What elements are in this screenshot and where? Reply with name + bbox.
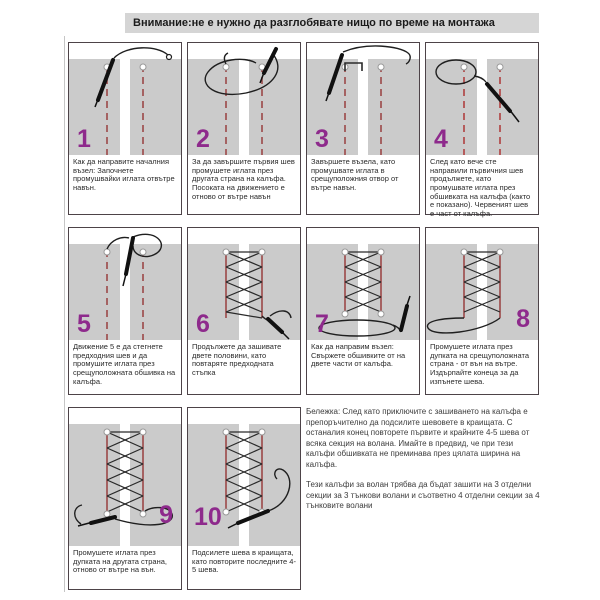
step-panel-7 [306, 227, 420, 395]
step-5-number: 5 [77, 310, 91, 338]
step-panel-5 [68, 227, 182, 395]
step-4-caption: След като вече сте направили първичния шев продължете, като промушвате иглата през обшивката на калъфа (както е показано). Червеният шев е част от калъфа. [430, 157, 531, 219]
step-8-diagram [426, 228, 538, 340]
page-title: Внимание:не е нужно да разглобявате нищо по време на монтажа [125, 13, 539, 33]
step-6-number: 6 [196, 310, 210, 338]
step-10-caption: Подсилете шева в краищата, като повторите последните 4-5 шева. [192, 548, 296, 575]
step-9-number: 9 [159, 501, 173, 529]
step-6-caption: Продължете да зашивате двете половини, като повтаряте предходната стъпка [192, 342, 282, 378]
step-10-number: 10 [194, 503, 222, 531]
step-2-caption: За да завършите първия шев промушете иглата през другата страна на калъфа. Посоката на движението е отново от вътре навън [192, 157, 295, 201]
step-7-diagram [307, 228, 419, 340]
step-1-number: 1 [77, 125, 91, 153]
step-4-diagram [426, 43, 538, 155]
step-panel-9 [68, 407, 182, 590]
page-left-rule [64, 36, 65, 592]
step-10-diagram [188, 408, 300, 546]
step-panel-6 [187, 227, 301, 395]
step-3-caption: Завършете възела, като промушвате иглата в срещуположния отвор от вътре навън. [311, 157, 399, 193]
footnote-paragraph-2: Тези калъфи за волан трябва да бъдат зашити на 3 отделни секции за 3 тънкови волани и съответно 4 отделни секции за 4 тънковите волани [306, 480, 540, 511]
step-1-caption: Как да направите началния възел: Започнете промушвайки иглата отвътре навън. [73, 157, 175, 193]
step-1-diagram [69, 43, 181, 155]
step-panel-8 [425, 227, 539, 395]
step-9-caption: Промушете иглата през дупката на другата страна, отново от вътре на вън. [73, 548, 167, 575]
step-panel-10 [187, 407, 301, 590]
footnote-block [306, 407, 542, 522]
step-5-diagram [69, 228, 181, 340]
step-panel-1 [68, 42, 182, 215]
footnote-paragraph-1: Бележка: След като приключите с зашиването на калъфа е препоръчително да подсилите шевовете в краищата. С останалия конец повторете първите и крайните 4-5 шева от всяка секция на волана. Имайте в предвид, че при тези калъфи обшивката не преминава през цялата ширина на калъфа. [306, 407, 530, 469]
step-9-diagram [69, 408, 181, 546]
step-8-number: 8 [516, 305, 530, 333]
step-8-caption: Промушете иглата през дупката на срещуположната страна - от вън на вътре. Издърпайте конеца за да изпънете шева. [430, 342, 530, 386]
step-3-number: 3 [315, 125, 329, 153]
step-2-number: 2 [196, 125, 210, 153]
step-3-diagram [307, 43, 419, 155]
step-panel-4 [425, 42, 539, 219]
step-panel-3 [306, 42, 420, 215]
step-4-number: 4 [434, 125, 448, 153]
step-7-caption: Как да направим възел: Свържете обшивките от на двете части от калъфа. [311, 342, 406, 369]
step-2-diagram [188, 43, 300, 155]
step-6-diagram [188, 228, 300, 340]
step-panel-2 [187, 42, 301, 215]
step-7-number: 7 [315, 310, 329, 338]
step-5-caption: Движение 5 е да стегнете предходния шев и да промушите иглата през срещуположната обшивка на калъфа. [73, 342, 176, 386]
